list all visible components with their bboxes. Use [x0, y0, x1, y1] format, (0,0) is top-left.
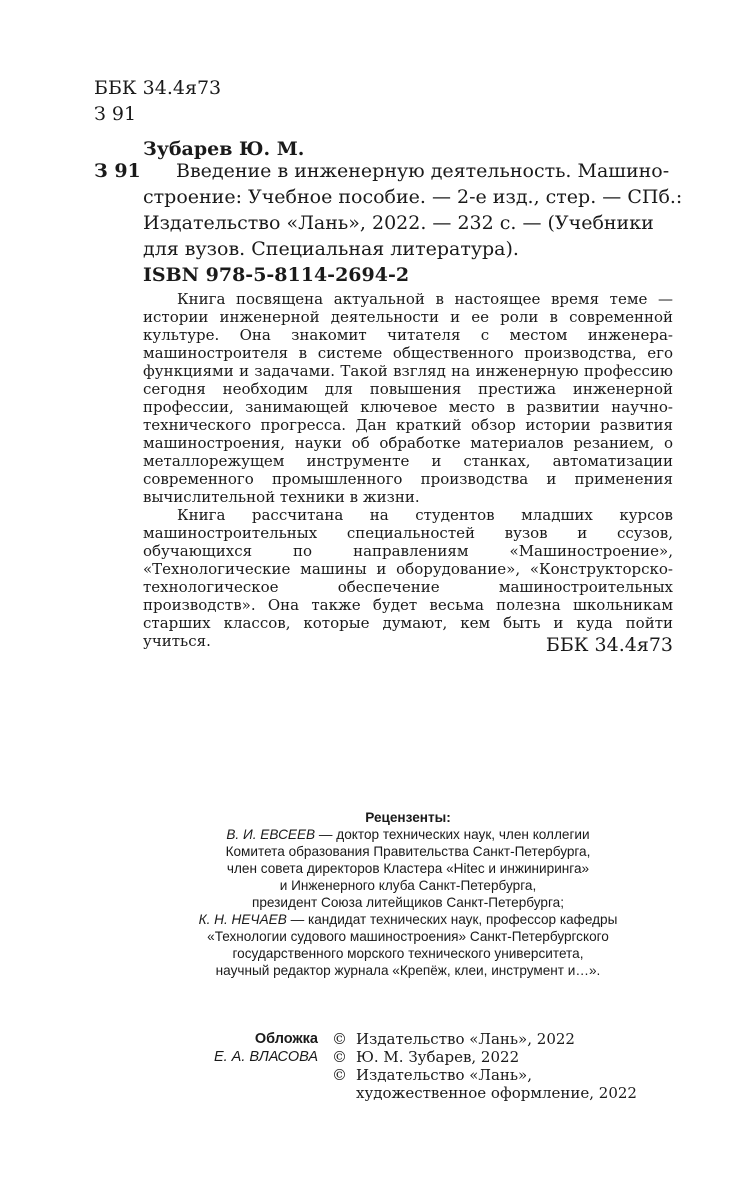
reviewer-1-line: член совета директоров Кластера «Hitec и инжиниринга»	[226, 861, 590, 876]
reviewer-1-line: и Инженерного клуба Санкт-Петербурга,	[279, 878, 537, 893]
reviewer-1-name: В. И. ЕВСЕЕВ	[226, 827, 316, 842]
citation-code: З 91	[94, 160, 141, 182]
copyright-line-1: Издательство «Лань», 2022	[356, 1030, 575, 1048]
reviewer-2-line: «Технологии судового машиностроения» Санкт-Петербургского	[207, 929, 609, 944]
annotation-paragraph-2: Книга рассчитана на студентов младших курсов машиностроительных специальностей вузов и ссузов, обучающихся по направлениям «Машиностроение», «Технологические машины и оборудование», «Конструкторско-технологическое обеспечение машиностроительных производств». Она также будет весьма полезна школьникам старших классов, которые думают, кем быть и куда пойти учиться.	[143, 506, 673, 650]
annotation	[143, 290, 673, 650]
cover-artist: Е. А. ВЛАСОВА	[213, 1049, 318, 1065]
reviewer-2-line: научный редактор журнала «Крепёж, клеи, инструмент и…».	[215, 963, 601, 978]
reviewer-2-line: государственного морского технического университета,	[232, 946, 584, 961]
copyright-symbol: ©	[332, 1048, 347, 1066]
citation-line-1: Введение в инженерную деятельность. Машино-	[176, 160, 670, 182]
copyright-line-4: художественное оформление, 2022	[356, 1084, 637, 1102]
citation-line-4: для вузов. Специальная литература).	[143, 238, 519, 260]
copyright-symbol: ©	[332, 1066, 347, 1084]
bbk-bottom: ББК 34.4я73	[545, 634, 673, 656]
citation-line-3: Издательство «Лань», 2022. — 232 с. — (Учебники	[143, 212, 654, 234]
copyright-line-2: Ю. М. Зубарев, 2022	[356, 1048, 520, 1066]
reviewer-1-title: — доктор технических наук, член коллегии	[315, 827, 590, 842]
reviewer-2-title: — кандидат технических наук, профессор кафедры	[286, 912, 618, 927]
copyright-symbol: ©	[332, 1030, 347, 1048]
copyright-line-3: Издательство «Лань»,	[356, 1066, 533, 1084]
annotation-paragraph-1: Книга посвящена актуальной в настоящее время теме — истории инженерной деятельности и ее роли в современной культуре. Она знакомит читателя с местом инженера-машиностроителя в системе общественного производства, его функциями и задачами. Такой взгляд на инженерную профессию сегодня необходим для повышения престижа инженерной профессии, занимающей ключевое место в развитии научно-технического прогресса. Дан краткий обзор истории развития машиностроения, науки об обработке материалов резанием, о металлорежущем инструменте и станках, автоматизации современного промышленного производства и применения вычислительной техники в жизни.	[143, 290, 673, 506]
reviewers-title: Рецензенты:	[365, 810, 451, 825]
reviewer-2-first-line	[143, 911, 673, 928]
code-top: З 91	[94, 103, 137, 125]
reviewer-1-line: Комитета образования Правительства Санкт-Петербурга,	[225, 844, 591, 859]
citation-line-2: строение: Учебное пособие. — 2-е изд., стер. — СПб.:	[143, 186, 683, 208]
cover-label: Обложка	[254, 1031, 318, 1047]
reviewers	[143, 809, 673, 979]
reviewer-1-line: президент Союза литейщиков Санкт-Петербурга;	[252, 895, 564, 910]
reviewer-1-first-line	[143, 826, 673, 843]
author: Зубарев Ю. М.	[143, 138, 305, 160]
isbn: ISBN 978-5-8114-2694-2	[143, 264, 410, 286]
reviewer-2-name: К. Н. НЕЧАЕВ	[198, 912, 287, 927]
bbk-top: ББК 34.4я73	[94, 77, 222, 99]
